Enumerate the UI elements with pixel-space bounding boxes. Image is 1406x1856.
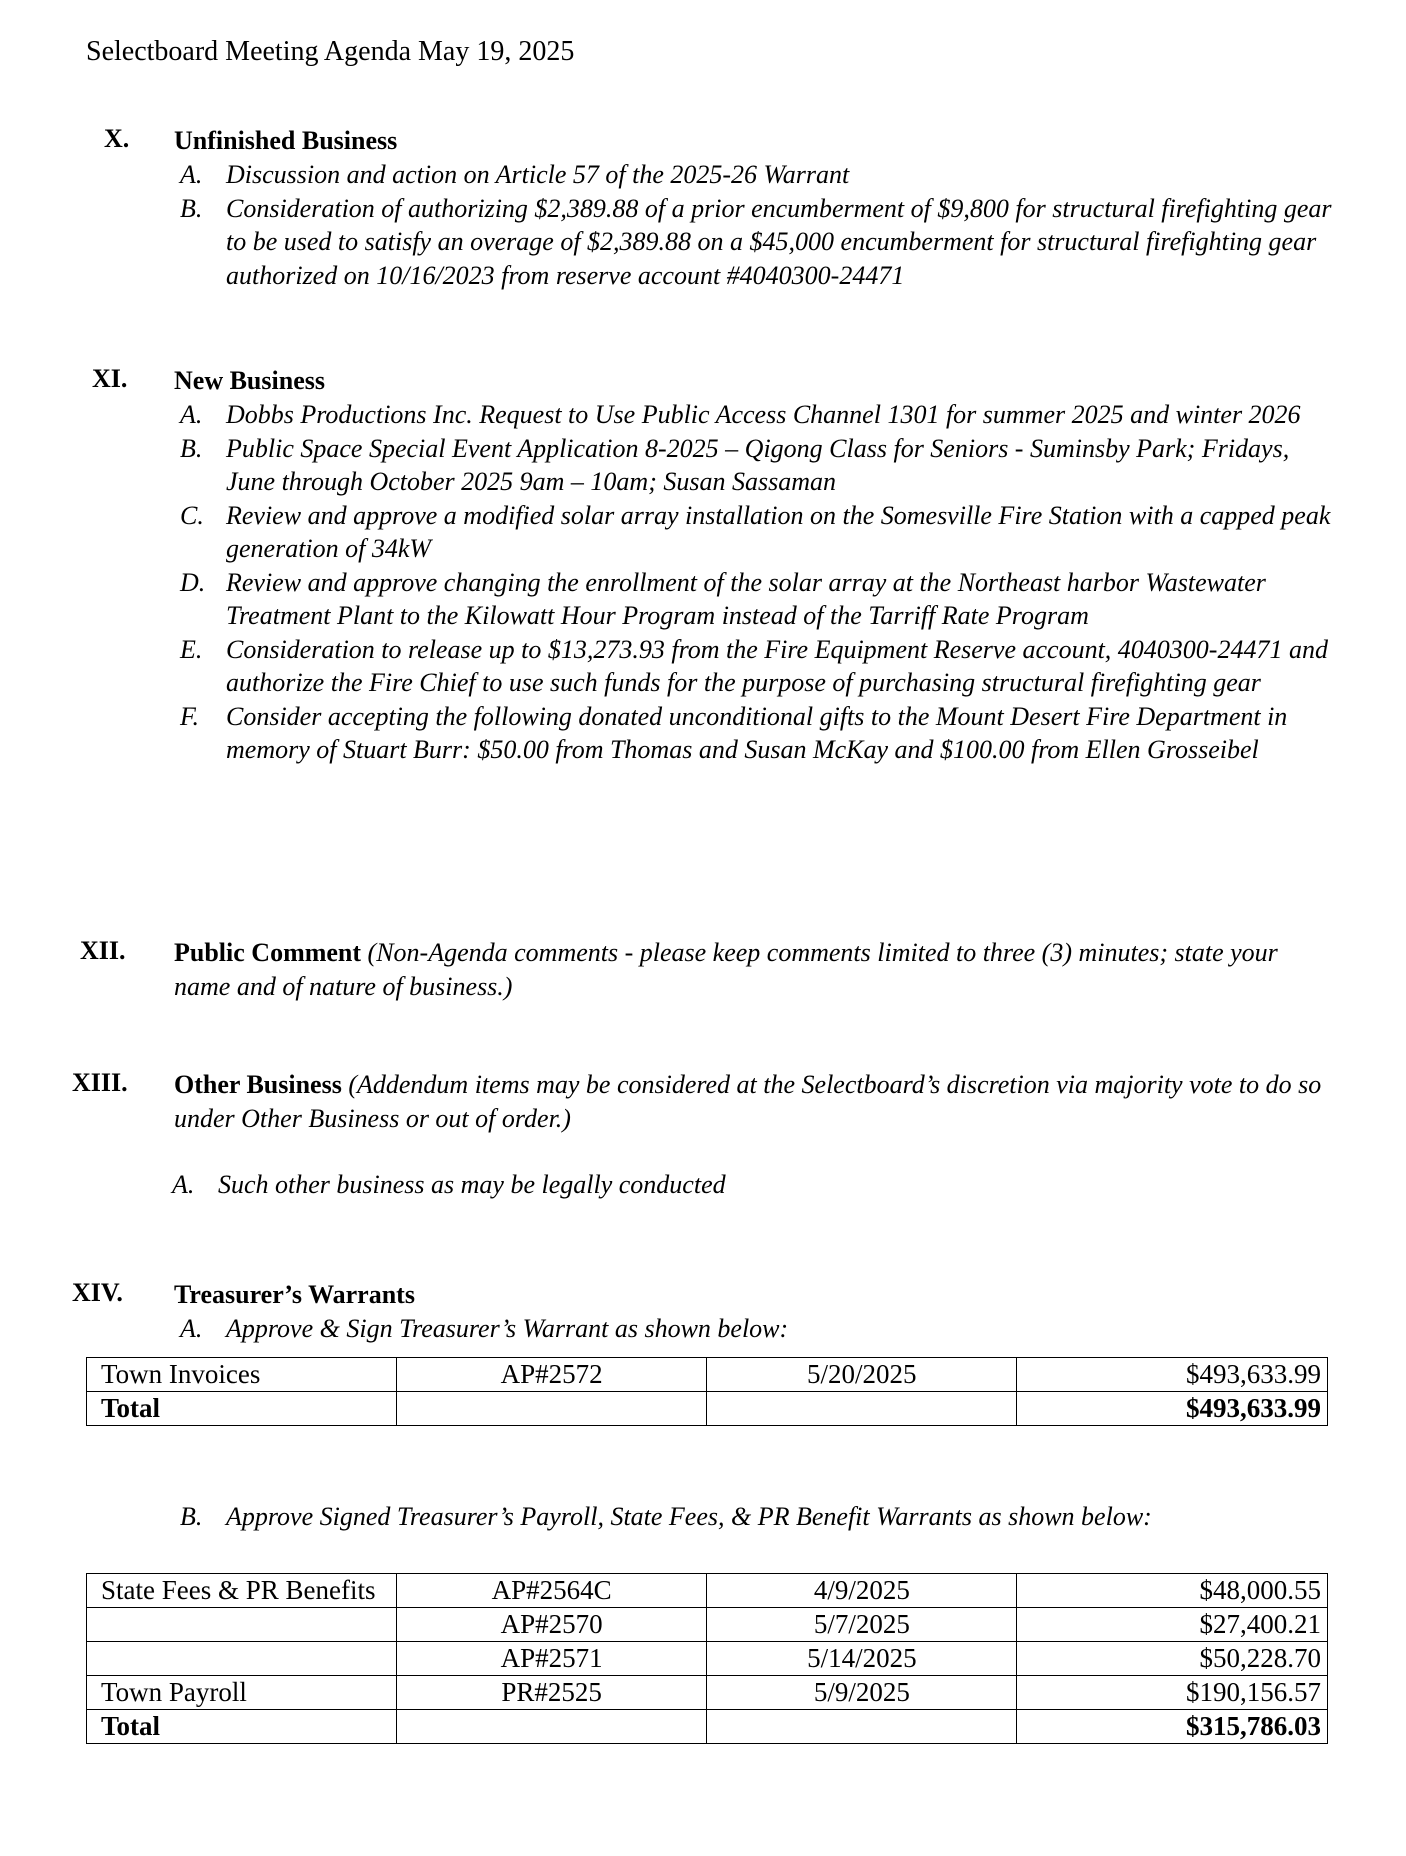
item-letter: D.	[180, 567, 206, 597]
section-number: X.	[104, 124, 130, 153]
table-cell	[87, 1642, 397, 1676]
table-cell: 5/20/2025	[707, 1358, 1017, 1392]
section-note: (Non-Agenda comments - please keep comments limited to three (3) minutes; state your name and of nature of business.)	[174, 938, 1278, 1001]
section-title: Unfinished Business	[174, 126, 398, 155]
list-item	[166, 1168, 1336, 1202]
item-text: Discussion and action on Article 57 of the 2025-26 Warrant	[226, 160, 850, 189]
item-letter: B.	[180, 193, 203, 223]
list-item	[174, 1312, 1336, 1346]
table-cell: 5/9/2025	[707, 1676, 1017, 1710]
table-row	[87, 1574, 1328, 1608]
table-cell: $48,000.55	[1017, 1574, 1328, 1608]
table-cell: Town Payroll	[87, 1676, 397, 1710]
warrant-table-a	[86, 1357, 1328, 1426]
item-text: Public Space Special Event Application 8-2025 – Qigong Class for Seniors - Suminsby Park; Fridays, June through October 2025 9am – 10am; Susan Sassaman	[226, 433, 1290, 496]
item-text: Such other business as may be legally conducted	[218, 1170, 726, 1199]
table-total-row	[87, 1392, 1328, 1426]
table-row	[87, 1676, 1328, 1710]
table-row	[87, 1608, 1328, 1642]
table-cell	[87, 1608, 397, 1642]
table-cell: $493,633.99	[1017, 1358, 1328, 1392]
list-item	[174, 398, 1336, 432]
list-item	[174, 499, 1336, 566]
table-cell: AP#2572	[397, 1358, 707, 1392]
table-cell: State Fees & PR Benefits	[87, 1574, 397, 1608]
item-letter: A.	[172, 1170, 195, 1199]
section-number: XIII.	[72, 1068, 128, 1097]
table-cell	[397, 1392, 707, 1426]
list-item	[174, 700, 1336, 767]
item-text: Review and approve a modified solar array installation on the Somesville Fire Station with a capped peak generation of 34kW	[226, 500, 1331, 563]
table-cell: PR#2525	[396, 1676, 706, 1710]
item-text: Approve & Sign Treasurer’s Warrant as shown below:	[226, 1314, 789, 1343]
section-number: XIV.	[72, 1278, 123, 1307]
table-cell	[396, 1710, 706, 1744]
warrant-table-b	[86, 1573, 1328, 1744]
section-number: XII.	[80, 936, 126, 965]
table-cell	[707, 1392, 1017, 1426]
table-row	[87, 1358, 1328, 1392]
table-cell: Total	[87, 1392, 397, 1426]
table-cell: $50,228.70	[1017, 1642, 1328, 1676]
item-letter: B.	[180, 1502, 203, 1531]
table-cell: Total	[87, 1710, 397, 1744]
list-item	[174, 158, 1336, 192]
item-letter: C.	[180, 500, 204, 530]
item-letter: A.	[180, 400, 203, 429]
list-item	[174, 192, 1336, 293]
item-text: Approve Signed Treasurer’s Payroll, State Fees, & PR Benefit Warrants as shown below:	[226, 1502, 1152, 1531]
table-cell: 5/14/2025	[707, 1642, 1017, 1676]
table-total-row	[87, 1710, 1328, 1744]
item-letter: A.	[180, 1314, 203, 1343]
item-list	[174, 1312, 1336, 1346]
document-title: Selectboard Meeting Agenda May 19, 2025	[86, 36, 575, 67]
table-cell: AP#2570	[396, 1608, 706, 1642]
item-list	[174, 158, 1336, 292]
section-note: (Addendum items may be considered at the Selectboard’s discretion via majority vote to do so under Other Business or out of order.)	[174, 1070, 1322, 1133]
table-cell: $315,786.03	[1017, 1710, 1328, 1744]
item-list	[174, 398, 1336, 767]
item-list	[174, 1500, 1336, 1534]
table-cell: 5/7/2025	[707, 1608, 1017, 1642]
table-cell	[707, 1710, 1017, 1744]
table-cell: $27,400.21	[1017, 1608, 1328, 1642]
section-number: XI.	[92, 364, 128, 393]
table-cell: AP#2571	[396, 1642, 706, 1676]
section-title: Public Comment	[174, 938, 362, 967]
table-cell: 4/9/2025	[707, 1574, 1017, 1608]
item-text: Consideration to release up to $13,273.93 from the Fire Equipment Reserve account, 4040300-24471 and authorize the Fire Chief to use such funds for the purpose of purchasing structural firefighting gear	[226, 634, 1328, 697]
list-item	[174, 432, 1336, 499]
table-cell: $190,156.57	[1017, 1676, 1328, 1710]
item-letter: A.	[180, 160, 203, 189]
table-cell: Town Invoices	[87, 1358, 397, 1392]
list-item	[174, 1500, 1336, 1534]
table-cell: $493,633.99	[1017, 1392, 1328, 1426]
item-text: Consideration of authorizing $2,389.88 of a prior encumberment of $9,800 for structural firefighting gear to be used to satisfy an overage of $2,389.88 on a $45,000 encumberment for structural firefighting gear authorized on 10/16/2023 from reserve account #4040300-24471	[226, 193, 1332, 290]
table-cell: AP#2564C	[396, 1574, 706, 1608]
item-list	[166, 1168, 1336, 1202]
section-title: New Business	[174, 366, 325, 395]
item-letter: F.	[180, 701, 200, 731]
item-text: Consider accepting the following donated unconditional gifts to the Mount Desert Fire Department in memory of Stuart Burr: $50.00 from Thomas and Susan McKay and $100.00 from Ellen Grosseibel	[226, 701, 1288, 764]
list-item	[174, 633, 1336, 700]
table-row	[87, 1642, 1328, 1676]
list-item	[174, 566, 1336, 633]
item-letter: B.	[180, 433, 203, 463]
section-title: Other Business	[174, 1070, 342, 1099]
item-text: Review and approve changing the enrollment of the solar array at the Northeast harbor Wastewater Treatment Plant to the Kilowatt Hour Program instead of the Tarriff Rate Program	[226, 567, 1266, 630]
item-text: Dobbs Productions Inc. Request to Use Public Access Channel 1301 for summer 2025 and winter 2026	[226, 400, 1301, 429]
section-title: Treasurer’s Warrants	[174, 1280, 415, 1309]
item-letter: E.	[180, 634, 203, 664]
